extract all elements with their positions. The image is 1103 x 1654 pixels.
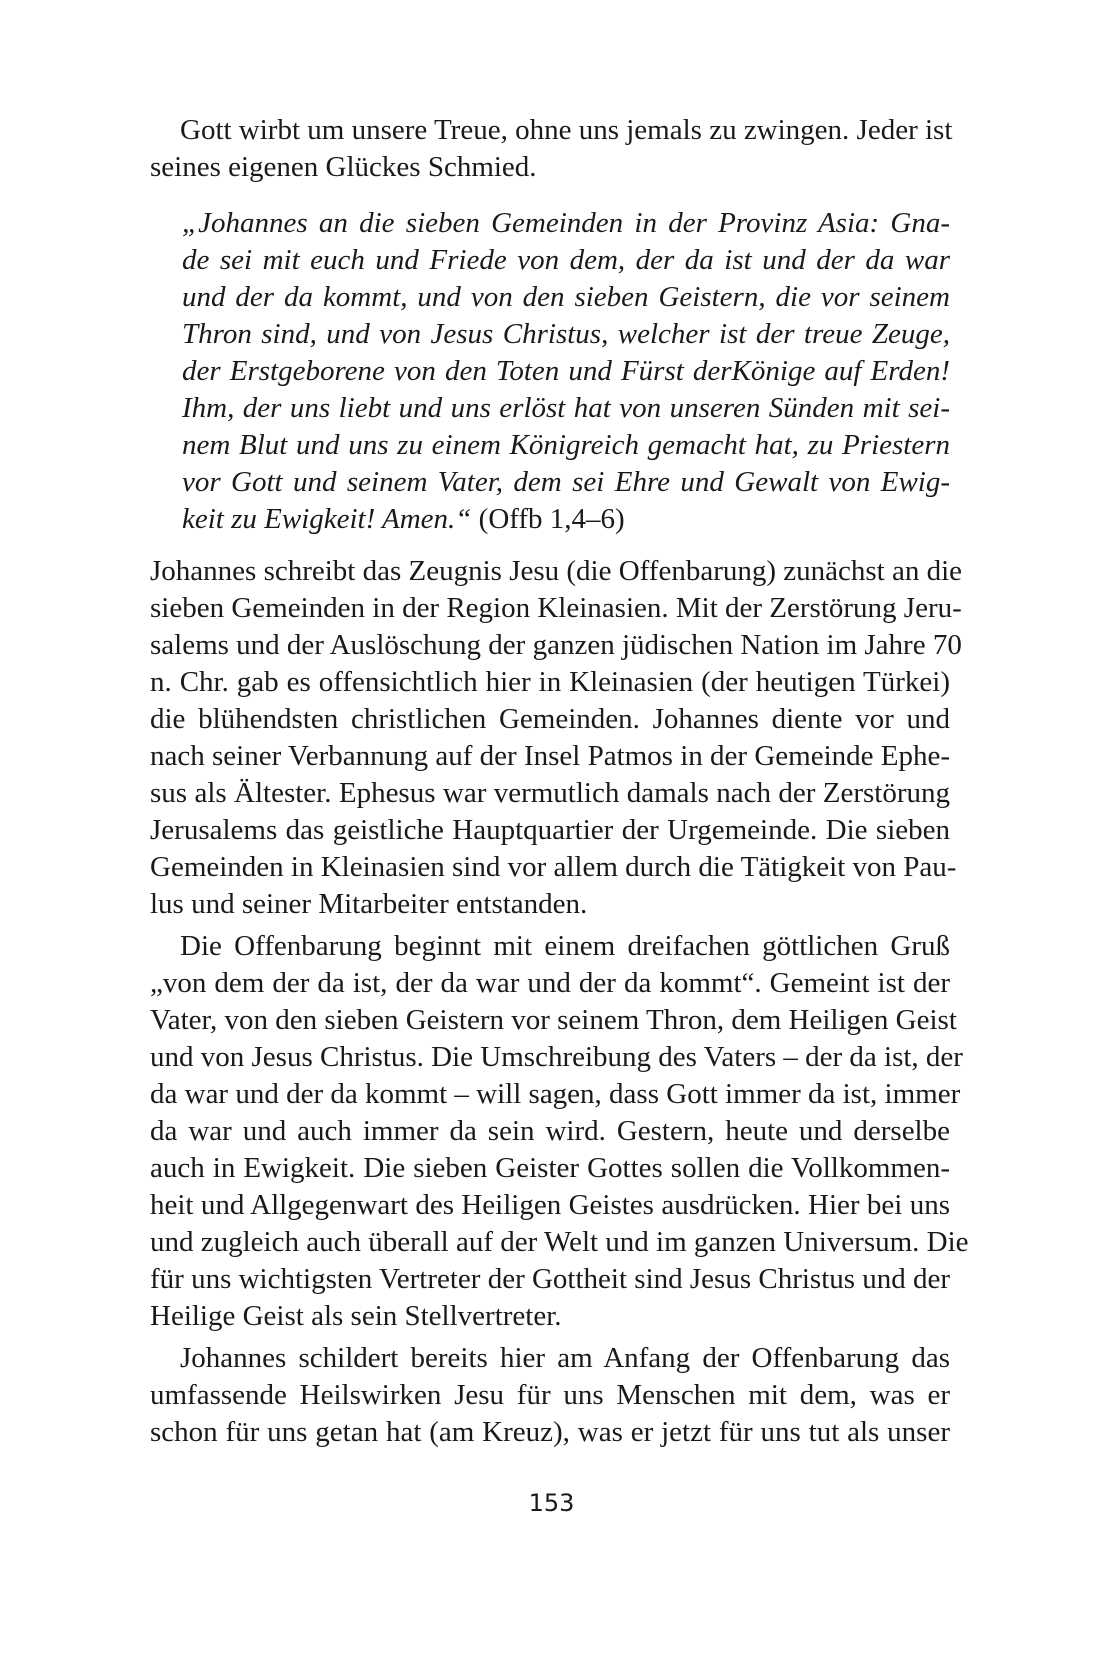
paragraph-4 [150, 1340, 950, 1451]
scripture-quote [182, 205, 950, 538]
text-line: Heilige Geist als sein Stellvertreter. [150, 1300, 562, 1332]
text-line: umfassende Heilswirken Jesu für uns Menschen mit dem, was er [150, 1379, 950, 1411]
paragraph-2 [150, 553, 963, 923]
paragraph-1 [150, 112, 953, 186]
quote-line: der Erstgeborene von den Toten und Fürst derKönige auf Erden! [182, 355, 950, 387]
text-line: seines eigenen Glückes Schmied. [150, 151, 537, 183]
quote-line: keit zu Ewigkeit! Amen.“ [182, 503, 472, 535]
text-line: salems und der Auslöschung der ganzen jüdischen Nation im Jahre 70 [150, 629, 962, 661]
text-line: lus und seiner Mitarbeiter entstanden. [150, 888, 588, 920]
quote-line: nem Blut und uns zu einem Königreich gemacht hat, zu Priestern [182, 429, 950, 461]
text-line: sus als Ältester. Ephesus war vermutlich damals nach der Zerstörung [150, 777, 950, 809]
text-line: sieben Gemeinden in der Region Kleinasien. Mit der Zerstörung Jeru- [150, 592, 962, 624]
text-line: Jerusalems das geistliche Hauptquartier der Urgemeinde. Die sieben [150, 814, 950, 846]
text-line: und von Jesus Christus. Die Umschreibung des Vaters – der da ist, der [150, 1041, 963, 1073]
text-line: für uns wichtigsten Vertreter der Gottheit sind Jesus Christus und der [150, 1263, 951, 1295]
text-line: und zugleich auch überall auf der Welt und im ganzen Universum. Die [150, 1226, 969, 1258]
quote-line: „Johannes an die sieben Gemeinden in der Provinz Asia: Gna- [182, 207, 950, 239]
text-line: Vater, von den sieben Geistern vor seinem Thron, dem Heiligen Geist [150, 1004, 957, 1036]
text-line: Johannes schreibt das Zeugnis Jesu (die Offenbarung) zunächst an die [150, 555, 963, 587]
text-line: schon für uns getan hat (am Kreuz), was er jetzt für uns tut als unser [150, 1416, 950, 1448]
text-line: die blühendsten christlichen Gemeinden. Johannes diente vor und [150, 703, 950, 735]
page-number: 153 [528, 1489, 575, 1517]
text-line: nach seiner Verbannung auf der Insel Patmos in der Gemeinde Ephe- [150, 740, 950, 772]
text-line: Johannes schildert bereits hier am Anfang der Offenbarung das [180, 1342, 950, 1374]
paragraph-3 [150, 928, 969, 1335]
text-line: heit und Allgegenwart des Heiligen Geistes ausdrücken. Hier bei uns [150, 1189, 950, 1221]
text-line: „von dem der da ist, der da war und der da kommt“. Gemeint ist der [150, 967, 950, 999]
quote-last-line [182, 501, 950, 538]
text-line: Gott wirbt um unsere Treue, ohne uns jemals zu zwingen. Jeder ist [180, 114, 953, 146]
quote-line: vor Gott und seinem Vater, dem sei Ehre und Gewalt von Ewig- [182, 466, 950, 498]
text-line: da war und auch immer da sein wird. Gestern, heute und derselbe [150, 1115, 950, 1147]
quote-line: und der da kommt, und von den sieben Geistern, die vor seinem [182, 281, 950, 313]
quote-line: Thron sind, und von Jesus Christus, welcher ist der treue Zeuge, [182, 318, 950, 350]
quote-line: Ihm, der uns liebt und uns erlöst hat von unseren Sünden mit sei- [182, 392, 950, 424]
text-line: auch in Ewigkeit. Die sieben Geister Gottes sollen die Vollkommen- [150, 1152, 950, 1184]
quote-line: de sei mit euch und Friede von dem, der da ist und der da war [182, 244, 950, 276]
text-line: Gemeinden in Kleinasien sind vor allem durch die Tätigkeit von Pau- [150, 851, 957, 883]
bible-reference: (Offb 1,4–6) [478, 503, 625, 535]
text-line: Die Offenbarung beginnt mit einem dreifachen göttlichen Gruß [180, 930, 950, 962]
text-line: da war und der da kommt – will sagen, dass Gott immer da ist, immer [150, 1078, 961, 1110]
text-line: n. Chr. gab es offensichtlich hier in Kleinasien (der heutigen Türkei) [150, 666, 950, 698]
